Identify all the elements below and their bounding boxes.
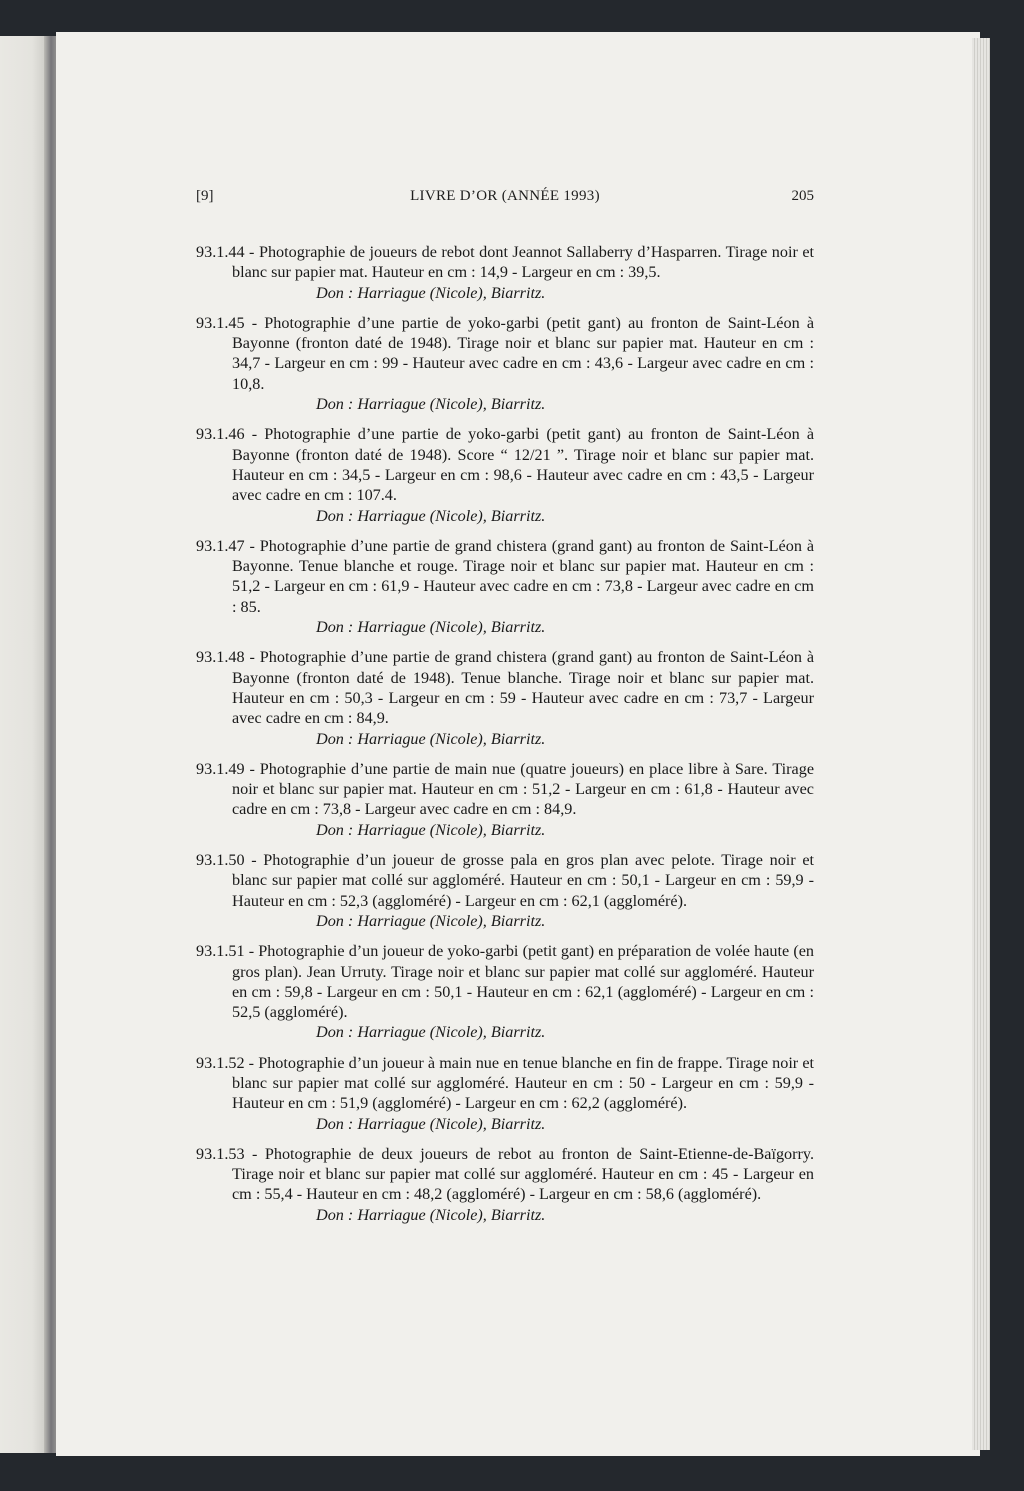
catalogue-entry — [196, 1144, 814, 1225]
catalogue-entry — [196, 647, 814, 748]
entry-donor: Don : Harriague (Nicole), Biarritz. — [316, 820, 546, 839]
entry-description: 93.1.47 - Photographie d’une partie de grand chistera (grand gant) au fronton de Saint-Léon à Bayonne. Tenue blanche et rouge. Tirage noir et blanc sur papier mat. Hauteur en cm : 51,2 - Largeur en cm : 61,9 - Hauteur avec cadre en cm : 73,8 - Largeur avec cadre en cm : 85. — [196, 536, 815, 616]
catalogue-entry — [196, 536, 814, 637]
entry-description: 93.1.52 - Photographie d’un joueur à main nue en tenue blanche en fin de frappe. Tirage noir et blanc sur papier mat collé sur aggloméré. Hauteur en cm : 50 - Largeur en cm : 59,9 - Hauteur en cm : 51,9 (aggloméré) - Largeur en cm : 62,2 (aggloméré). — [196, 1053, 815, 1113]
catalogue-entry — [196, 313, 814, 414]
entry-description: 93.1.53 - Photographie de deux joueurs de rebot au fronton de Saint-Etienne-de-Baïgorry. Tirage noir et blanc sur papier mat collé sur aggloméré. Hauteur en cm : 45 - Largeur en cm : 55,4 - Hauteur en cm : 48,2 (aggloméré) - Largeur en cm : 58,6 (aggloméré). — [196, 1144, 815, 1204]
entry-donor: Don : Harriague (Nicole), Biarritz. — [316, 729, 546, 748]
entry-donor: Don : Harriague (Nicole), Biarritz. — [316, 1205, 546, 1224]
entry-donor: Don : Harriague (Nicole), Biarritz. — [316, 283, 546, 302]
page-stack-edge — [972, 38, 990, 1450]
entry-description: 93.1.44 - Photographie de joueurs de rebot dont Jeannot Sallaberry d’Hasparren. Tirage noir et blanc sur papier mat. Hauteur en cm : 14,9 - Largeur en cm : 39,5. — [196, 243, 815, 282]
entry-donor: Don : Harriague (Nicole), Biarritz. — [316, 395, 546, 414]
folio-marker: [9] — [196, 188, 214, 204]
entry-id: 93.1.49 — [196, 759, 245, 778]
entry-id: 93.1.47 — [196, 536, 245, 555]
entry-description: 93.1.51 - Photographie d’un joueur de yoko-garbi (petit gant) en préparation de volée haute (en gros plan). Jean Urruty. Tirage noir et blanc sur papier mat collé sur aggloméré. Hauteur en cm : 59,8 - Largeur en cm : 50,1 - Hauteur en cm : 62,1 (aggloméré) - Largeur en cm : 52,5 (aggloméré). — [196, 942, 814, 1022]
page-number: 205 — [791, 188, 814, 204]
entry-donor: Don : Harriague (Nicole), Biarritz. — [316, 1023, 546, 1042]
entry-description: 93.1.45 - Photographie d’une partie de yoko-garbi (petit gant) au fronton de Saint-Léon à Bayonne (fronton daté de 1948). Tirage noir et blanc sur papier mat. Hauteur en cm : 34,7 - Largeur en cm : 99 - Hauteur avec cadre en cm : 43,6 - Largeur avec cadre en cm : 10,8. — [196, 313, 815, 393]
entry-description: 93.1.46 - Photographie d’une partie de yoko-garbi (petit gant) au fronton de Saint-Léon à Bayonne (fronton daté de 1948). Score “ 12/21 ”. Tirage noir et blanc sur papier mat. Hauteur en cm : 34,5 - Largeur en cm : 98,6 - Hauteur avec cadre en cm : 43,5 - Largeur avec cadre en cm : 107.4. — [196, 425, 815, 505]
entry-text: Photographie d’une partie de yoko-garbi (petit gant) au fronton de Saint-Léon à Bayonne (fronton daté de 1948). Tirage noir et blanc sur papier mat. Hauteur en cm : 34,7 - Largeur en cm : 99 - Hauteur avec cadre en cm : 43,6 - Largeur avec cadre en cm : 10,8. — [232, 313, 815, 393]
running-header — [196, 188, 814, 212]
catalogue-entries — [196, 242, 814, 1235]
entry-text: Photographie d’un joueur de yoko-garbi (petit gant) en préparation de volée haute (en gros plan). Jean Urruty. Tirage noir et blanc sur papier mat collé sur aggloméré. Hauteur en cm : 59,8 - Largeur en cm : 50,1 - Hauteur en cm : 62,1 (aggloméré) - Largeur en cm : 52,5 (aggloméré). — [232, 942, 814, 1022]
catalogue-entry — [196, 850, 814, 931]
entry-description: 93.1.50 - Photographie d’un joueur de grosse pala en gros plan avec pelote. Tirage noir et blanc sur papier mat collé sur aggloméré. Hauteur en cm : 50,1 - Largeur en cm : 59,9 - Hauteur en cm : 52,3 (aggloméré) - Largeur en cm : 62,1 (aggloméré). — [196, 851, 815, 910]
entry-donor: Don : Harriague (Nicole), Biarritz. — [316, 506, 546, 525]
entry-id: 93.1.44 — [196, 243, 245, 261]
catalogue-entry — [196, 759, 814, 840]
entry-text: Photographie de joueurs de rebot dont Jeannot Sallaberry d’Hasparren. Tirage noir et blanc sur papier mat. Hauteur en cm : 14,9 - Largeur en cm : 39,5. — [232, 243, 815, 282]
running-title: LIVRE D’OR (ANNÉE 1993) — [410, 188, 600, 204]
entry-text: Photographie d’un joueur de grosse pala en gros plan avec pelote. Tirage noir et blanc sur papier mat collé sur aggloméré. Hauteur en cm : 50,1 - Largeur en cm : 59,9 - Hauteur en cm : 52,3 (aggloméré) - Largeur en cm : 62,1 (aggloméré). — [232, 851, 815, 910]
entry-text: Photographie d’une partie de main nue (quatre joueurs) en place libre à Sare. Tirage noir et blanc sur papier mat. Hauteur en cm : 51,2 - Largeur en cm : 61,8 - Hauteur avec cadre en cm : 73,8 - Largeur avec cadre en cm : 84,9. — [232, 759, 814, 819]
entry-text: Photographie d’une partie de grand chistera (grand gant) au fronton de Saint-Léon à Bayonne (fronton daté de 1948). Tenue blanche. Tirage noir et blanc sur papier mat. Hauteur en cm : 50,3 - Largeur en cm : 59 - Hauteur avec cadre en cm : 73,7 - Largeur avec cadre en cm : 84,9. — [232, 648, 815, 728]
entry-id: 93.1.52 — [196, 1053, 245, 1072]
entry-id: 93.1.53 — [196, 1144, 245, 1163]
entry-donor: Don : Harriague (Nicole), Biarritz. — [316, 1114, 546, 1133]
catalogue-entry — [196, 941, 814, 1042]
entry-id: 93.1.51 — [196, 942, 245, 961]
entry-donor: Don : Harriague (Nicole), Biarritz. — [316, 911, 546, 930]
entry-id: 93.1.48 — [196, 648, 245, 667]
entry-id: 93.1.50 — [196, 851, 245, 870]
entry-text: Photographie d’un joueur à main nue en tenue blanche en fin de frappe. Tirage noir et blanc sur papier mat collé sur aggloméré. Hauteur en cm : 50 - Largeur en cm : 59,9 - Hauteur en cm : 51,9 (aggloméré) - Largeur en cm : 62,2 (aggloméré). — [232, 1053, 815, 1113]
catalogue-entry — [196, 1053, 814, 1134]
entry-donor: Don : Harriague (Nicole), Biarritz. — [316, 618, 546, 637]
entry-text: Photographie de deux joueurs de rebot au fronton de Saint-Etienne-de-Baïgorry. Tirage noir et blanc sur papier mat collé sur aggloméré. Hauteur en cm : 45 - Largeur en cm : 55,4 - Hauteur en cm : 48,2 (aggloméré) - Largeur en cm : 58,6 (aggloméré). — [232, 1144, 815, 1204]
entry-text: Photographie d’une partie de grand chistera (grand gant) au fronton de Saint-Léon à Bayonne. Tenue blanche et rouge. Tirage noir et blanc sur papier mat. Hauteur en cm : 51,2 - Largeur en cm : 61,9 - Hauteur avec cadre en cm : 73,8 - Largeur avec cadre en cm : 85. — [232, 536, 815, 616]
entry-id: 93.1.46 — [196, 425, 245, 444]
entry-description: 93.1.48 - Photographie d’une partie de grand chistera (grand gant) au fronton de Saint-Léon à Bayonne (fronton daté de 1948). Tenue blanche. Tirage noir et blanc sur papier mat. Hauteur en cm : 50,3 - Largeur en cm : 59 - Hauteur avec cadre en cm : 73,7 - Largeur avec cadre en cm : 84,9. — [196, 648, 815, 728]
entry-description: 93.1.49 - Photographie d’une partie de main nue (quatre joueurs) en place libre à Sare. Tirage noir et blanc sur papier mat. Hauteur en cm : 51,2 - Largeur en cm : 61,8 - Hauteur avec cadre en cm : 73,8 - Largeur avec cadre en cm : 84,9. — [196, 759, 814, 819]
catalogue-entry — [196, 424, 814, 525]
entry-text: Photographie d’une partie de yoko-garbi (petit gant) au fronton de Saint-Léon à Bayonne (fronton daté de 1948). Score “ 12/21 ”. Tirage noir et blanc sur papier mat. Hauteur en cm : 34,5 - Largeur en cm : 98,6 - Hauteur avec cadre en cm : 43,5 - Largeur avec cadre en cm : 107.4. — [232, 425, 815, 505]
entry-id: 93.1.45 — [196, 313, 245, 332]
catalogue-entry — [196, 242, 814, 303]
